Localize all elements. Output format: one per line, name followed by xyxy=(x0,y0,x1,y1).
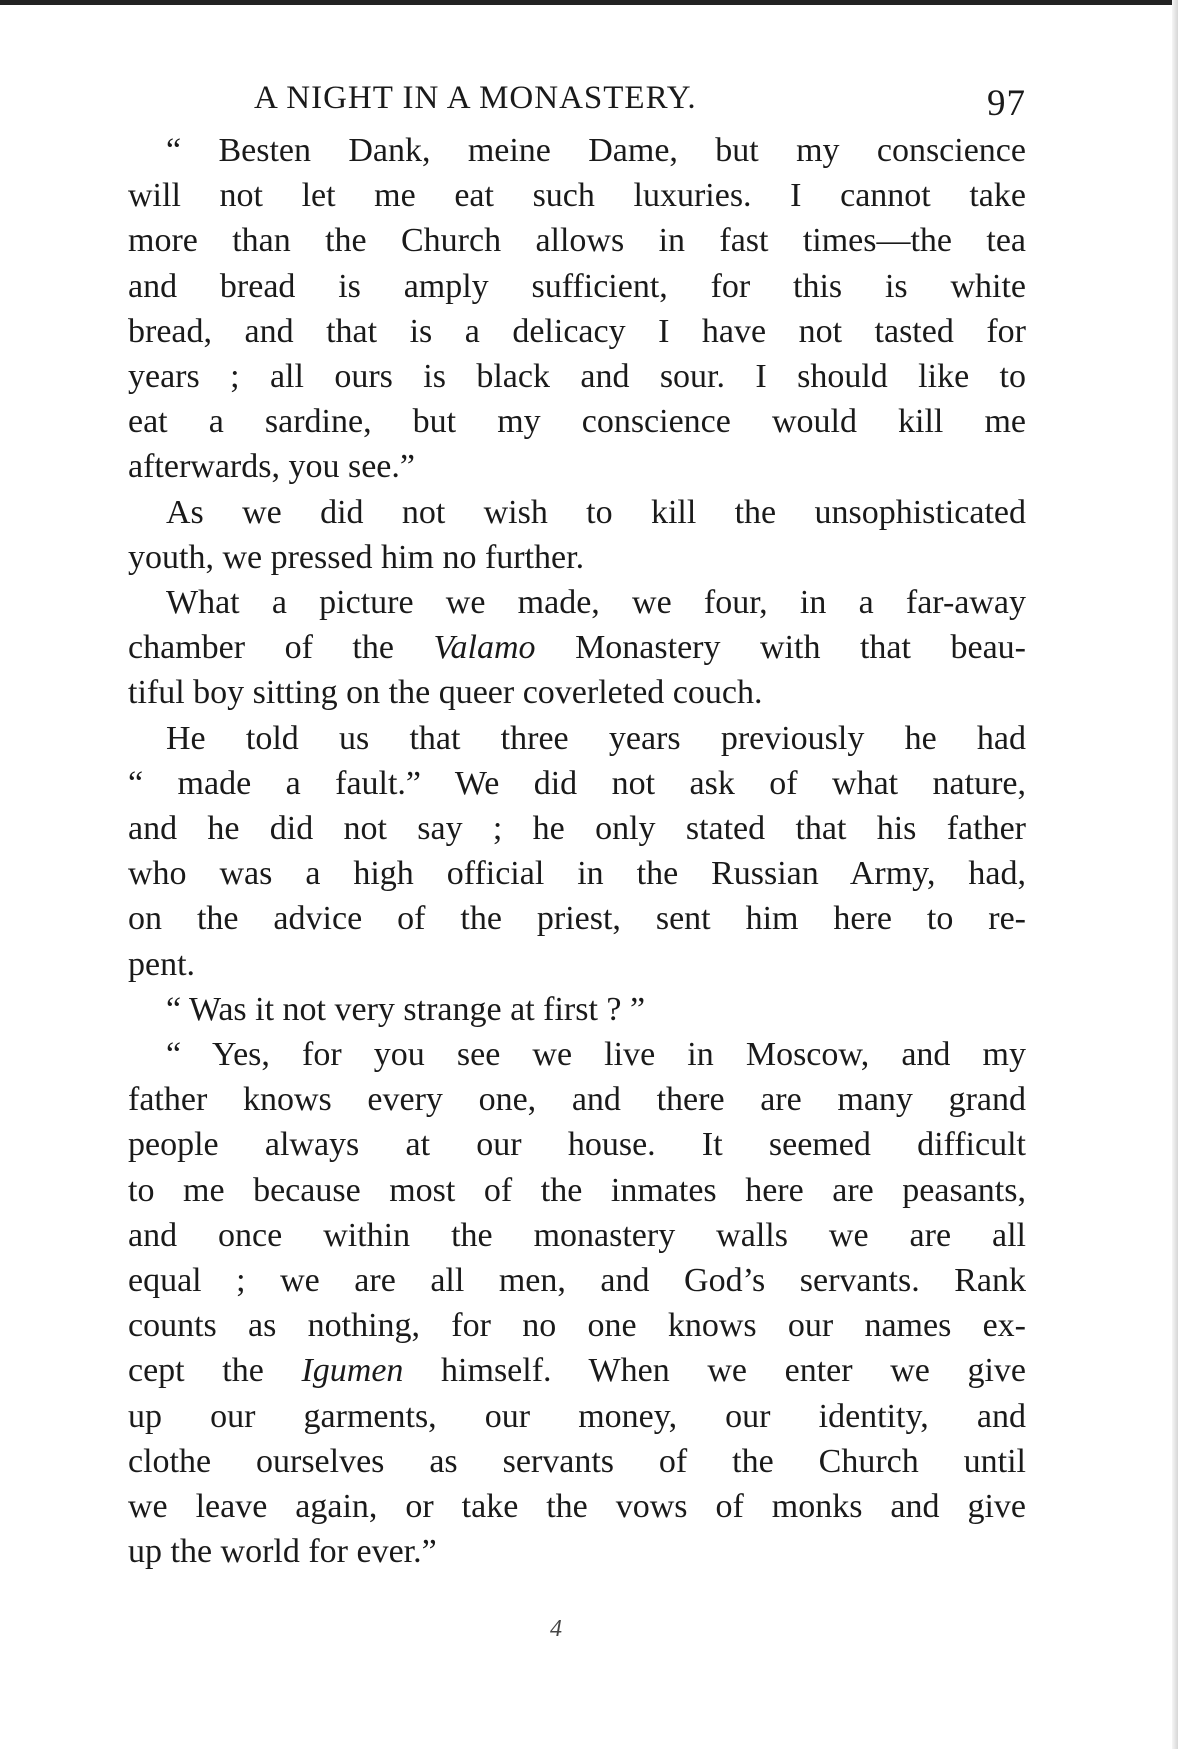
paragraph xyxy=(90,128,1026,490)
text-line xyxy=(90,1348,1026,1393)
body-text xyxy=(90,128,1026,1575)
text-line: “ Besten Dank, meine Dame, but my conscience xyxy=(166,132,1026,169)
text-line: people always at our house. It seemed difficult xyxy=(128,1126,1026,1164)
text-line: What a picture we made, we four, in a far-away xyxy=(166,584,1026,622)
text-line: counts as nothing, for no one knows our names ex- xyxy=(128,1307,1026,1345)
text-line: “ Was it not very strange at first ? ” xyxy=(166,990,646,1028)
paragraph xyxy=(90,580,1026,716)
text-line: eat a sardine, but my conscience would kill me xyxy=(128,403,1026,441)
running-title: A NIGHT IN A MONASTERY. xyxy=(254,80,697,116)
text-fragment: cept the xyxy=(128,1352,264,1390)
text-line: up our garments, our money, our identity, and xyxy=(128,1397,1026,1435)
signature-mark: 4 xyxy=(550,1616,562,1642)
paragraph xyxy=(90,1032,1026,1574)
italic-term: Valamo xyxy=(433,629,536,667)
text-line: youth, we pressed him no further. xyxy=(128,538,585,576)
book-page xyxy=(90,72,1026,1575)
paragraph xyxy=(90,490,1026,580)
text-fragment: Monastery with that beau- xyxy=(575,629,1027,667)
text-line: “ Yes, for you see we live in Moscow, and my xyxy=(166,1036,1026,1074)
text-fragment: chamber of the xyxy=(128,629,394,667)
text-line: clothe ourselves as servants of the Church until xyxy=(128,1442,1026,1480)
text-line: to me because most of the inmates here are peasants, xyxy=(128,1171,1026,1209)
paragraph xyxy=(90,716,1026,987)
paragraph xyxy=(90,987,1026,1032)
text-line: will not let me eat such luxuries. I cannot take xyxy=(128,177,1026,215)
text-line: “ made a fault.” We did not ask of what nature, xyxy=(128,764,1026,802)
text-line: bread, and that is a delicacy I have not tasted for xyxy=(128,312,1026,350)
text-line: years ; all ours is black and sour. I should like to xyxy=(128,358,1026,396)
running-head xyxy=(90,72,1026,128)
page-number: 97 xyxy=(987,83,1026,124)
text-line: pent. xyxy=(128,945,196,983)
text-line: more than the Church allows in fast times—the tea xyxy=(128,222,1026,260)
text-fragment: himself. When we enter we give xyxy=(441,1352,1027,1390)
text-line: who was a high official in the Russian Army, had, xyxy=(128,855,1026,893)
top-border-rule xyxy=(0,0,1178,5)
text-line: afterwards, you see.” xyxy=(128,448,415,486)
page-edge-shadow xyxy=(1172,0,1178,1749)
text-line: equal ; we are all men, and God’s servants. Rank xyxy=(128,1262,1026,1300)
text-line: tiful boy sitting on the queer coverleted couch. xyxy=(128,674,763,712)
text-line: father knows every one, and there are many grand xyxy=(128,1081,1026,1119)
text-line: on the advice of the priest, sent him here to re- xyxy=(128,900,1026,938)
text-line: and he did not say ; he only stated that his father xyxy=(128,810,1026,848)
text-line: and once within the monastery walls we are all xyxy=(128,1216,1026,1254)
text-line: As we did not wish to kill the unsophisticated xyxy=(166,493,1026,531)
text-line: He told us that three years previously he had xyxy=(166,719,1026,757)
text-line: up the world for ever.” xyxy=(128,1533,437,1571)
text-line: we leave again, or take the vows of monks and give xyxy=(128,1488,1026,1526)
text-line xyxy=(90,625,1026,670)
text-line: and bread is amply sufficient, for this is white xyxy=(128,267,1026,305)
italic-term: Igumen xyxy=(301,1352,404,1390)
